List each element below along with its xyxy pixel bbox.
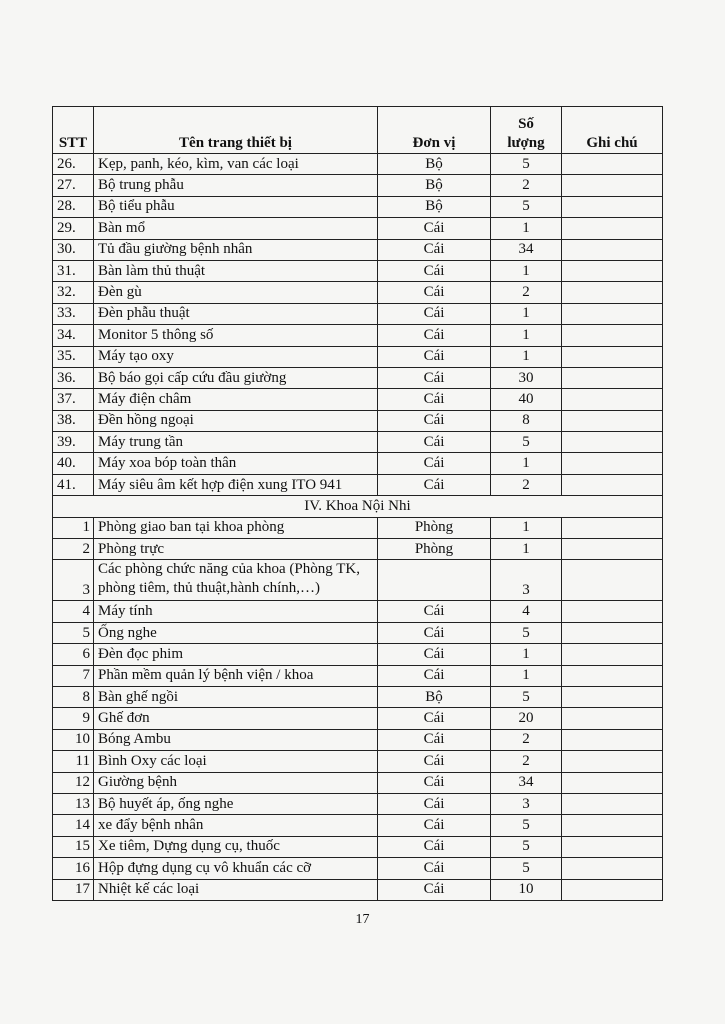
row-unit: Cái (378, 772, 491, 793)
table-body-part2 (53, 517, 663, 900)
row-equipment-name: Máy siêu âm kết hợp điện xung ITO 941 (94, 474, 378, 495)
row-equipment-name: Máy tạo oxy (94, 346, 378, 367)
table-row (53, 303, 663, 324)
row-stt: 38. (53, 410, 94, 431)
row-note (562, 260, 663, 281)
row-equipment-name: Máy xoa bóp toàn thân (94, 453, 378, 474)
row-unit: Cái (378, 389, 491, 410)
row-quantity: 2 (491, 751, 562, 772)
row-note (562, 410, 663, 431)
row-unit: Cái (378, 815, 491, 836)
row-equipment-name: Ghế đơn (94, 708, 378, 729)
row-stt: 7 (53, 665, 94, 686)
table-row (53, 389, 663, 410)
row-stt: 15 (53, 836, 94, 857)
row-note (562, 325, 663, 346)
row-quantity: 5 (491, 196, 562, 217)
row-unit: Cái (378, 453, 491, 474)
row-note (562, 517, 663, 538)
row-unit: Cái (378, 346, 491, 367)
table-row (53, 644, 663, 665)
table-row (53, 239, 663, 260)
row-note (562, 453, 663, 474)
row-unit: Cái (378, 751, 491, 772)
table-row (53, 622, 663, 643)
row-stt: 14 (53, 815, 94, 836)
row-quantity: 1 (491, 539, 562, 560)
header-unit: Đơn vị (378, 107, 491, 154)
row-quantity: 34 (491, 772, 562, 793)
row-unit: Cái (378, 282, 491, 303)
row-stt: 10 (53, 729, 94, 750)
row-stt: 17 (53, 879, 94, 900)
row-stt: 13 (53, 793, 94, 814)
row-unit: Cái (378, 432, 491, 453)
row-note (562, 879, 663, 900)
row-note (562, 665, 663, 686)
row-stt: 12 (53, 772, 94, 793)
row-note (562, 560, 663, 601)
row-quantity: 1 (491, 325, 562, 346)
row-note (562, 708, 663, 729)
row-unit: Phòng (378, 517, 491, 538)
row-unit: Cái (378, 622, 491, 643)
table-row (53, 539, 663, 560)
table-row (53, 432, 663, 453)
row-stt: 34. (53, 325, 94, 346)
row-note (562, 793, 663, 814)
table-row (53, 772, 663, 793)
row-quantity: 40 (491, 389, 562, 410)
row-unit: Bộ (378, 196, 491, 217)
header-quantity-line1: Số (518, 116, 534, 132)
row-equipment-name: Bộ trung phẫu (94, 175, 378, 196)
row-stt: 26. (53, 154, 94, 175)
row-quantity: 5 (491, 858, 562, 879)
row-equipment-name: Ống nghe (94, 622, 378, 643)
header-note: Ghi chú (562, 107, 663, 154)
row-note (562, 303, 663, 324)
table-row (53, 346, 663, 367)
row-stt: 33. (53, 303, 94, 324)
row-note (562, 389, 663, 410)
row-equipment-name: Máy trung tần (94, 432, 378, 453)
row-stt: 30. (53, 239, 94, 260)
table-row (53, 218, 663, 239)
row-note (562, 367, 663, 388)
row-stt: 11 (53, 751, 94, 772)
header-quantity-line2: lượng (507, 135, 545, 151)
row-equipment-name: Phòng trực (94, 539, 378, 560)
row-quantity: 1 (491, 665, 562, 686)
row-stt: 16 (53, 858, 94, 879)
table-row (53, 175, 663, 196)
row-stt: 31. (53, 260, 94, 281)
row-stt: 28. (53, 196, 94, 217)
header-stt: STT (53, 107, 94, 154)
row-stt: 5 (53, 622, 94, 643)
row-quantity: 20 (491, 708, 562, 729)
row-equipment-name: Bộ huyết áp, ống nghe (94, 793, 378, 814)
row-equipment-name: Máy điện châm (94, 389, 378, 410)
row-equipment-name: xe đẩy bệnh nhân (94, 815, 378, 836)
row-quantity: 34 (491, 239, 562, 260)
row-equipment-name: Xe tiêm, Dựng dụng cụ, thuốc (94, 836, 378, 857)
row-stt: 3 (53, 560, 94, 601)
row-quantity: 5 (491, 432, 562, 453)
row-unit: Cái (378, 858, 491, 879)
row-stt: 41. (53, 474, 94, 495)
table-body-part1 (53, 154, 663, 496)
row-quantity: 5 (491, 154, 562, 175)
row-unit: Cái (378, 729, 491, 750)
row-quantity: 3 (491, 793, 562, 814)
row-stt: 27. (53, 175, 94, 196)
table-row (53, 879, 663, 900)
row-quantity: 1 (491, 644, 562, 665)
row-equipment-name: Đèn phẫu thuật (94, 303, 378, 324)
row-equipment-name: Đèn gù (94, 282, 378, 303)
row-quantity: 5 (491, 815, 562, 836)
page-number: 17 (355, 912, 370, 927)
section-heading-body (53, 496, 663, 517)
row-equipment-name: Bàn làm thủ thuật (94, 260, 378, 281)
section-title: IV. Khoa Nội Nhi (53, 496, 663, 517)
row-unit: Cái (378, 260, 491, 281)
row-unit: Cái (378, 708, 491, 729)
table-row (53, 453, 663, 474)
row-stt: 29. (53, 218, 94, 239)
table-row (53, 260, 663, 281)
row-unit: Phòng (378, 539, 491, 560)
row-quantity: 1 (491, 218, 562, 239)
row-equipment-name: Phòng giao ban tại khoa phòng (94, 517, 378, 538)
row-quantity: 5 (491, 622, 562, 643)
row-stt: 32. (53, 282, 94, 303)
row-unit (378, 560, 491, 601)
row-note (562, 644, 663, 665)
row-stt: 4 (53, 601, 94, 622)
row-stt: 8 (53, 686, 94, 707)
table-row (53, 836, 663, 857)
row-unit: Cái (378, 879, 491, 900)
row-note (562, 836, 663, 857)
row-equipment-name: Bóng Ambu (94, 729, 378, 750)
row-stt: 1 (53, 517, 94, 538)
row-quantity: 2 (491, 474, 562, 495)
row-unit: Bộ (378, 154, 491, 175)
table-row (53, 751, 663, 772)
row-unit: Cái (378, 325, 491, 346)
table-row (53, 665, 663, 686)
table-row (53, 154, 663, 175)
row-unit: Cái (378, 665, 491, 686)
table-row (53, 729, 663, 750)
row-note (562, 218, 663, 239)
header-equipment-name: Tên trang thiết bị (94, 107, 378, 154)
row-unit: Cái (378, 644, 491, 665)
row-note (562, 815, 663, 836)
row-equipment-name: Bình Oxy các loại (94, 751, 378, 772)
row-equipment-name: Bộ báo gọi cấp cứu đầu giường (94, 367, 378, 388)
row-quantity: 3 (491, 560, 562, 601)
row-stt: 6 (53, 644, 94, 665)
row-quantity: 8 (491, 410, 562, 431)
row-equipment-name: Tủ đầu giường bệnh nhân (94, 239, 378, 260)
table-row (53, 196, 663, 217)
row-quantity: 1 (491, 260, 562, 281)
row-equipment-name: Nhiệt kế các loại (94, 879, 378, 900)
row-equipment-name: Bộ tiểu phẫu (94, 196, 378, 217)
row-quantity: 1 (491, 346, 562, 367)
row-equipment-name: Các phòng chức năng của khoa (Phòng TK, phòng tiêm, thủ thuật,hành chính,…) (94, 560, 378, 601)
row-stt: 35. (53, 346, 94, 367)
row-note (562, 729, 663, 750)
row-equipment-name: Giường bệnh (94, 772, 378, 793)
row-equipment-name: Đèn đọc phim (94, 644, 378, 665)
row-note (562, 622, 663, 643)
table-header-row (53, 107, 663, 154)
table-row (53, 815, 663, 836)
table-row (53, 367, 663, 388)
row-unit: Bộ (378, 175, 491, 196)
table-row (53, 601, 663, 622)
row-stt: 40. (53, 453, 94, 474)
row-quantity: 1 (491, 517, 562, 538)
table-row (53, 410, 663, 431)
row-note (562, 154, 663, 175)
row-stt: 36. (53, 367, 94, 388)
row-unit: Cái (378, 601, 491, 622)
row-stt: 2 (53, 539, 94, 560)
row-note (562, 282, 663, 303)
row-equipment-name: Đền hồng ngoại (94, 410, 378, 431)
row-unit: Cái (378, 474, 491, 495)
row-note (562, 601, 663, 622)
row-quantity: 5 (491, 836, 562, 857)
row-stt: 39. (53, 432, 94, 453)
table-row (53, 858, 663, 879)
table-row (53, 474, 663, 495)
row-equipment-name: Bàn ghế ngồi (94, 686, 378, 707)
row-unit: Cái (378, 303, 491, 324)
row-quantity: 5 (491, 686, 562, 707)
row-note (562, 686, 663, 707)
row-stt: 37. (53, 389, 94, 410)
row-unit: Cái (378, 836, 491, 857)
table-row (53, 325, 663, 346)
row-note (562, 346, 663, 367)
row-equipment-name: Bàn mổ (94, 218, 378, 239)
row-unit: Cái (378, 218, 491, 239)
row-unit: Bộ (378, 686, 491, 707)
row-quantity: 1 (491, 453, 562, 474)
row-quantity: 30 (491, 367, 562, 388)
row-unit: Cái (378, 793, 491, 814)
row-quantity: 2 (491, 282, 562, 303)
row-note (562, 539, 663, 560)
table-row (53, 560, 663, 601)
header-quantity (491, 107, 562, 154)
row-unit: Cái (378, 239, 491, 260)
row-quantity: 2 (491, 175, 562, 196)
row-note (562, 196, 663, 217)
table-row (53, 793, 663, 814)
row-note (562, 858, 663, 879)
equipment-table (52, 106, 663, 901)
row-equipment-name: Monitor 5 thông số (94, 325, 378, 346)
row-quantity: 2 (491, 729, 562, 750)
table-row (53, 708, 663, 729)
row-note (562, 239, 663, 260)
row-note (562, 751, 663, 772)
table-row (53, 517, 663, 538)
row-note (562, 175, 663, 196)
row-equipment-name: Máy tính (94, 601, 378, 622)
section-heading-row (53, 496, 663, 517)
row-quantity: 1 (491, 303, 562, 324)
row-equipment-name: Hộp đựng dụng cụ vô khuẩn các cỡ (94, 858, 378, 879)
row-equipment-name: Phần mềm quản lý bệnh viện / khoa (94, 665, 378, 686)
row-note (562, 772, 663, 793)
row-note (562, 432, 663, 453)
row-note (562, 474, 663, 495)
row-unit: Cái (378, 410, 491, 431)
row-quantity: 10 (491, 879, 562, 900)
table-row (53, 282, 663, 303)
row-unit: Cái (378, 367, 491, 388)
table-row (53, 686, 663, 707)
row-stt: 9 (53, 708, 94, 729)
row-quantity: 4 (491, 601, 562, 622)
row-equipment-name: Kẹp, panh, kéo, kìm, van các loại (94, 154, 378, 175)
